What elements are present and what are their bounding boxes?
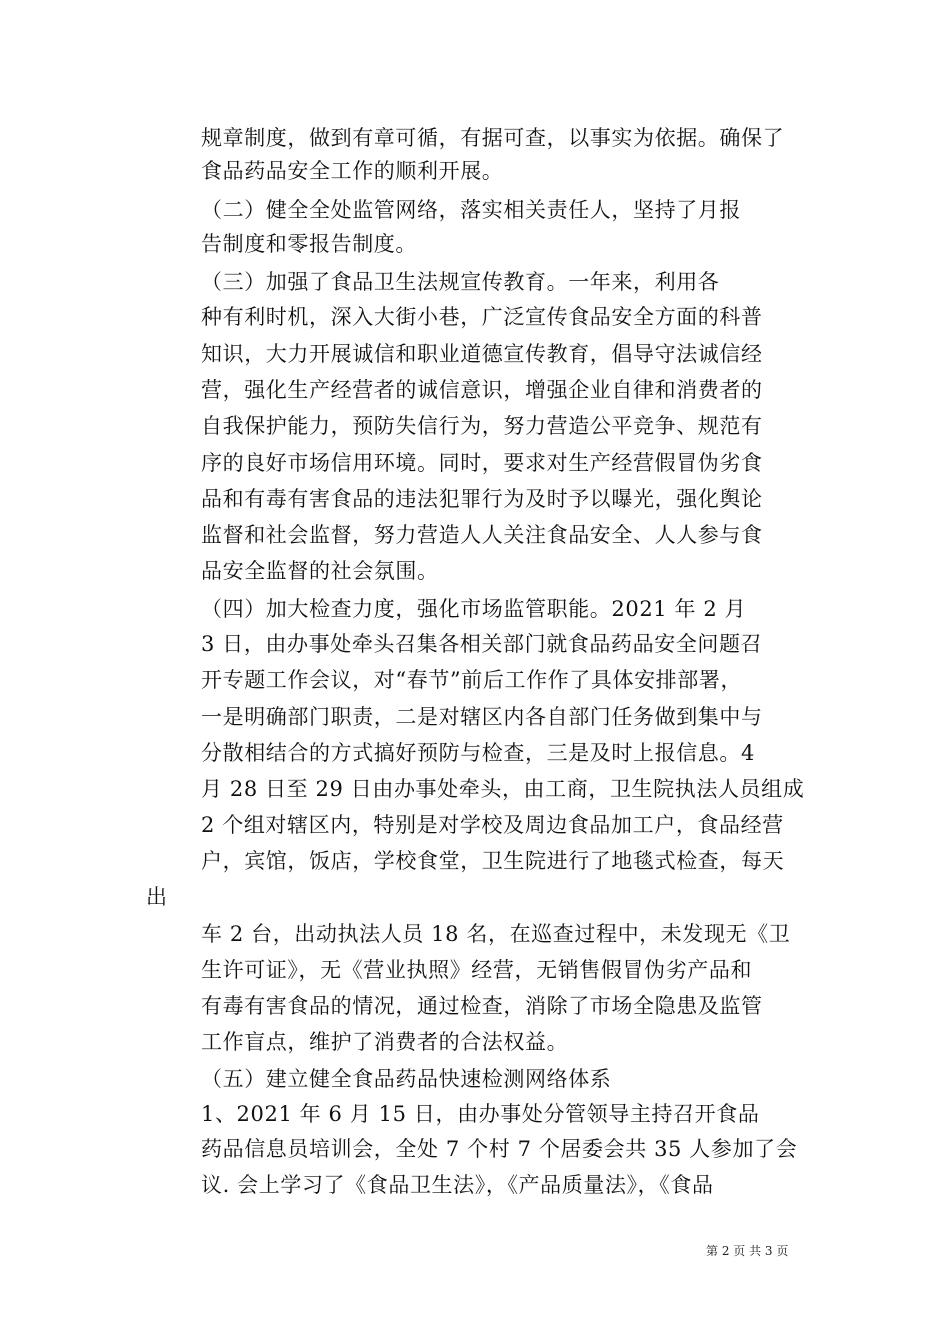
body-text-line: 种有利时机，深入大街小巷，广泛宣传食品安全方面的科普 bbox=[201, 305, 763, 329]
body-text-line: 月 28 日至 29 日由办事处牵头，由工商，卫生院执法人员组成 bbox=[201, 777, 805, 801]
body-text-line: 工作盲点，维护了消费者的合法权益。 bbox=[201, 1030, 569, 1054]
body-text-line: 序的良好市场信用环境。同时，要求对生产经营假冒伪劣食 bbox=[201, 451, 763, 475]
body-text-line: 生许可证》，无《营业执照》经营，无销售假冒伪劣产品和 bbox=[201, 958, 753, 982]
body-text-line: 开专题工作会议，对“春节”前后工作作了具体安排部署， bbox=[201, 668, 743, 692]
body-text-line: 品和有毒有害食品的违法犯罪行为及时予以曝光，强化舆论 bbox=[201, 487, 763, 511]
body-text-line: 车 2 台，出动执法人员 18 名，在巡查过程中，未发现无《卫 bbox=[201, 922, 791, 946]
body-text-line: 知识，大力开展诚信和职业道德宣传教育，倡导守法诚信经 bbox=[201, 342, 763, 366]
body-text-line: 规章制度，做到有章可循，有据可查，以事实为依据。确保了 bbox=[201, 126, 785, 150]
body-text-line: （三）加强了食品卫生法规宣传教育。一年来，利用各 bbox=[201, 270, 720, 294]
body-text-line: 1、2021 年 6 月 15 日，由办事处分管领导主持召开食品 bbox=[201, 1102, 760, 1126]
body-text-line: 药品信息员培训会，全处 7 个村 7 个居委会共 35 人参加了会 bbox=[201, 1137, 798, 1161]
body-text-line: 品安全监督的社会氛围。 bbox=[201, 559, 439, 583]
body-text-line: 出 bbox=[146, 885, 168, 909]
body-text-line: 2 个组对辖区内，特别是对学校及周边食品加工户，食品经营 bbox=[201, 813, 784, 837]
body-text-line: （四）加大检查力度，强化市场监管职能。2021 年 2 月 bbox=[201, 597, 747, 621]
body-text-line: 监督和社会监督，努力营造人人关注食品安全、人人参与食 bbox=[201, 523, 763, 547]
body-text-line: 食品药品安全工作的顺利开展。 bbox=[201, 159, 504, 183]
body-text-line: （二）健全全处监管网络，落实相关责任人，坚持了月报 bbox=[201, 198, 741, 222]
body-text-line: 户，宾馆，饭店，学校食堂，卫生院进行了地毯式检查，每天 bbox=[201, 849, 785, 873]
body-text-line: 营，强化生产经营者的诚信意识，增强企业自律和消费者的 bbox=[201, 378, 763, 402]
body-text-line: 议. 会上学习了《食品卫生法》，《产品质量法》，《食品 bbox=[201, 1173, 714, 1197]
body-text-line: 告制度和零报告制度。 bbox=[201, 232, 417, 256]
page-number: 第 2 页 共 3 页 bbox=[706, 1244, 789, 1258]
body-text-line: 自我保护能力，预防失信行为，努力营造公平竞争、规范有 bbox=[201, 414, 763, 438]
body-text-line: 分散相结合的方式搞好预防与检查，三是及时上报信息。4 bbox=[201, 741, 755, 765]
body-text-line: 有毒有害食品的情况，通过检查，消除了市场全隐患及监管 bbox=[201, 994, 763, 1018]
body-text-line: （五）建立健全食品药品快速检测网络体系 bbox=[201, 1067, 612, 1091]
body-text-line: 3 日，由办事处牵头召集各相关部门就食品药品安全问题召 bbox=[201, 632, 763, 656]
body-text-line: 一是明确部门职责，二是对辖区内各自部门任务做到集中与 bbox=[201, 705, 763, 729]
